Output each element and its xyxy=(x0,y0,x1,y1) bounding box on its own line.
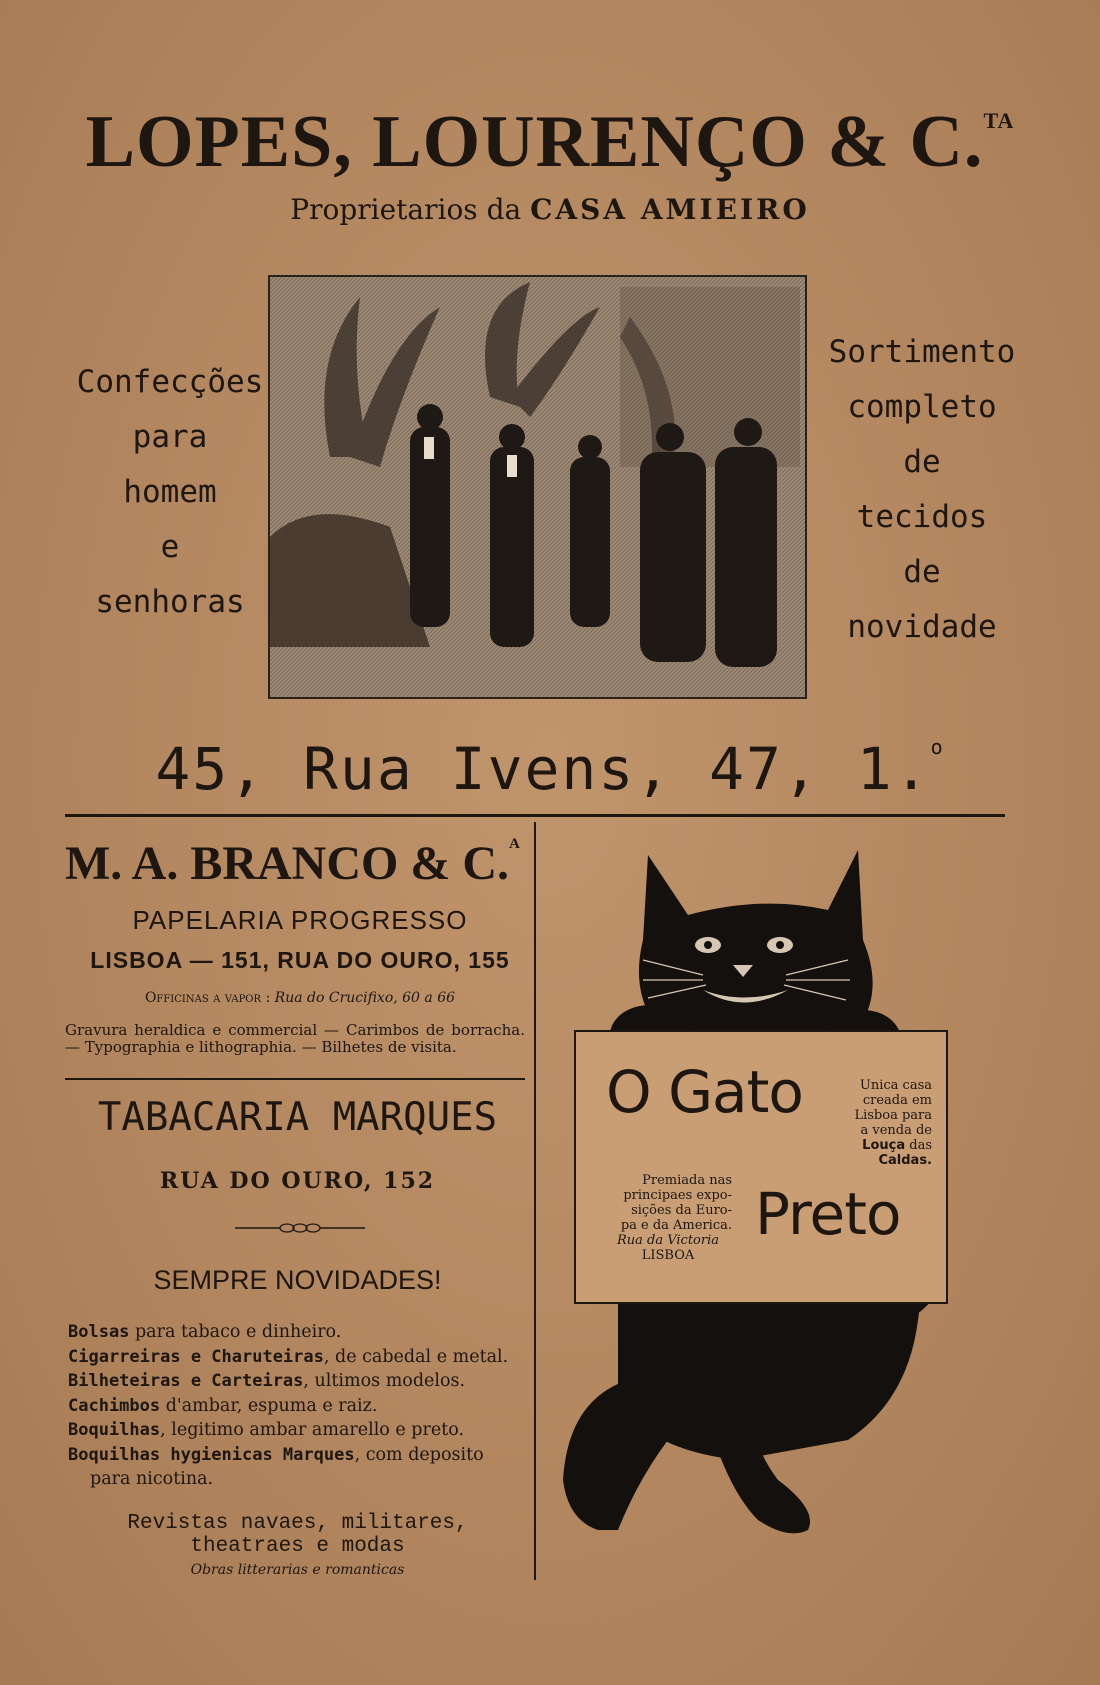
list-item: Boquilhas, legitimo ambar amarello e preto. xyxy=(68,1420,465,1440)
firm-title: LOPES, LOURENÇO & C.$^{TA}$ xyxy=(85,101,1015,183)
tabacaria-title: TABACARIA MARQUES xyxy=(97,1095,498,1140)
gato-name-line2: Preto xyxy=(755,1180,901,1248)
right-slogan: Sortimento completo de tecidos de novidade xyxy=(828,334,1016,645)
gato-name-line1: O Gato xyxy=(606,1058,803,1126)
list-item: Cachimbos d'ambar, espuma e raiz. xyxy=(68,1395,378,1416)
list-item: Bolsas para tabaco e dinheiro. xyxy=(68,1322,342,1342)
gato-unica-text: Unica casa creada em Lisboa para a venda de Louça das Caldas. xyxy=(854,1078,932,1168)
firm-subtitle: Proprietarios da CASA AMIEIRO xyxy=(290,193,810,226)
branco-title: M. A. BRANCO & C.$^A$ xyxy=(65,836,520,890)
engraving-illustration xyxy=(268,275,807,699)
tabacaria-address: RUA DO OURO, 152 xyxy=(159,1168,436,1194)
ornament-divider xyxy=(235,1222,365,1234)
list-item: Boquilhas hygienicas Marques, com deposito xyxy=(68,1444,484,1465)
list-item-continuation: para nicotina. xyxy=(90,1469,214,1489)
tabacaria-obras: Obras litterarias e romanticas xyxy=(190,1562,405,1578)
list-item: Cigarreiras e Charuteiras, de cabedal e metal. xyxy=(68,1346,509,1367)
horizontal-divider xyxy=(65,814,1005,817)
branco-description: Gravura heraldica e commercial — Carimbos de borracha. — Typographia e lithographia. — Bilhetes de visita. xyxy=(65,1021,525,1056)
left-slogan: Confecções para homem e senhoras xyxy=(76,364,264,620)
section-divider xyxy=(65,1078,525,1080)
branco-subtitle: PAPELARIA PROGRESSO xyxy=(132,905,468,935)
gato-premiada-text: Premiada nas principaes expo- sições da Euro- pa e da America. Rua da Victoria LISBOA xyxy=(616,1173,732,1263)
branco-address: LISBOA — 151, RUA DO OURO, 155 xyxy=(90,947,510,973)
tabacaria-revistas: Revistas navaes, militares, theatraes e modas xyxy=(127,1512,468,1558)
list-item: Bilheteiras e Carteiras, ultimos modelos. xyxy=(68,1371,466,1391)
branco-officinas: Officinas a vapor : Rua do Crucifixo, 60 a 66 xyxy=(144,990,456,1006)
store-address: 45, Rua Ivens, 47, 1.$^o$ xyxy=(155,735,945,803)
tabacaria-slogan: SEMPRE NOVIDADES! xyxy=(153,1265,442,1295)
product-list xyxy=(68,1320,530,1492)
